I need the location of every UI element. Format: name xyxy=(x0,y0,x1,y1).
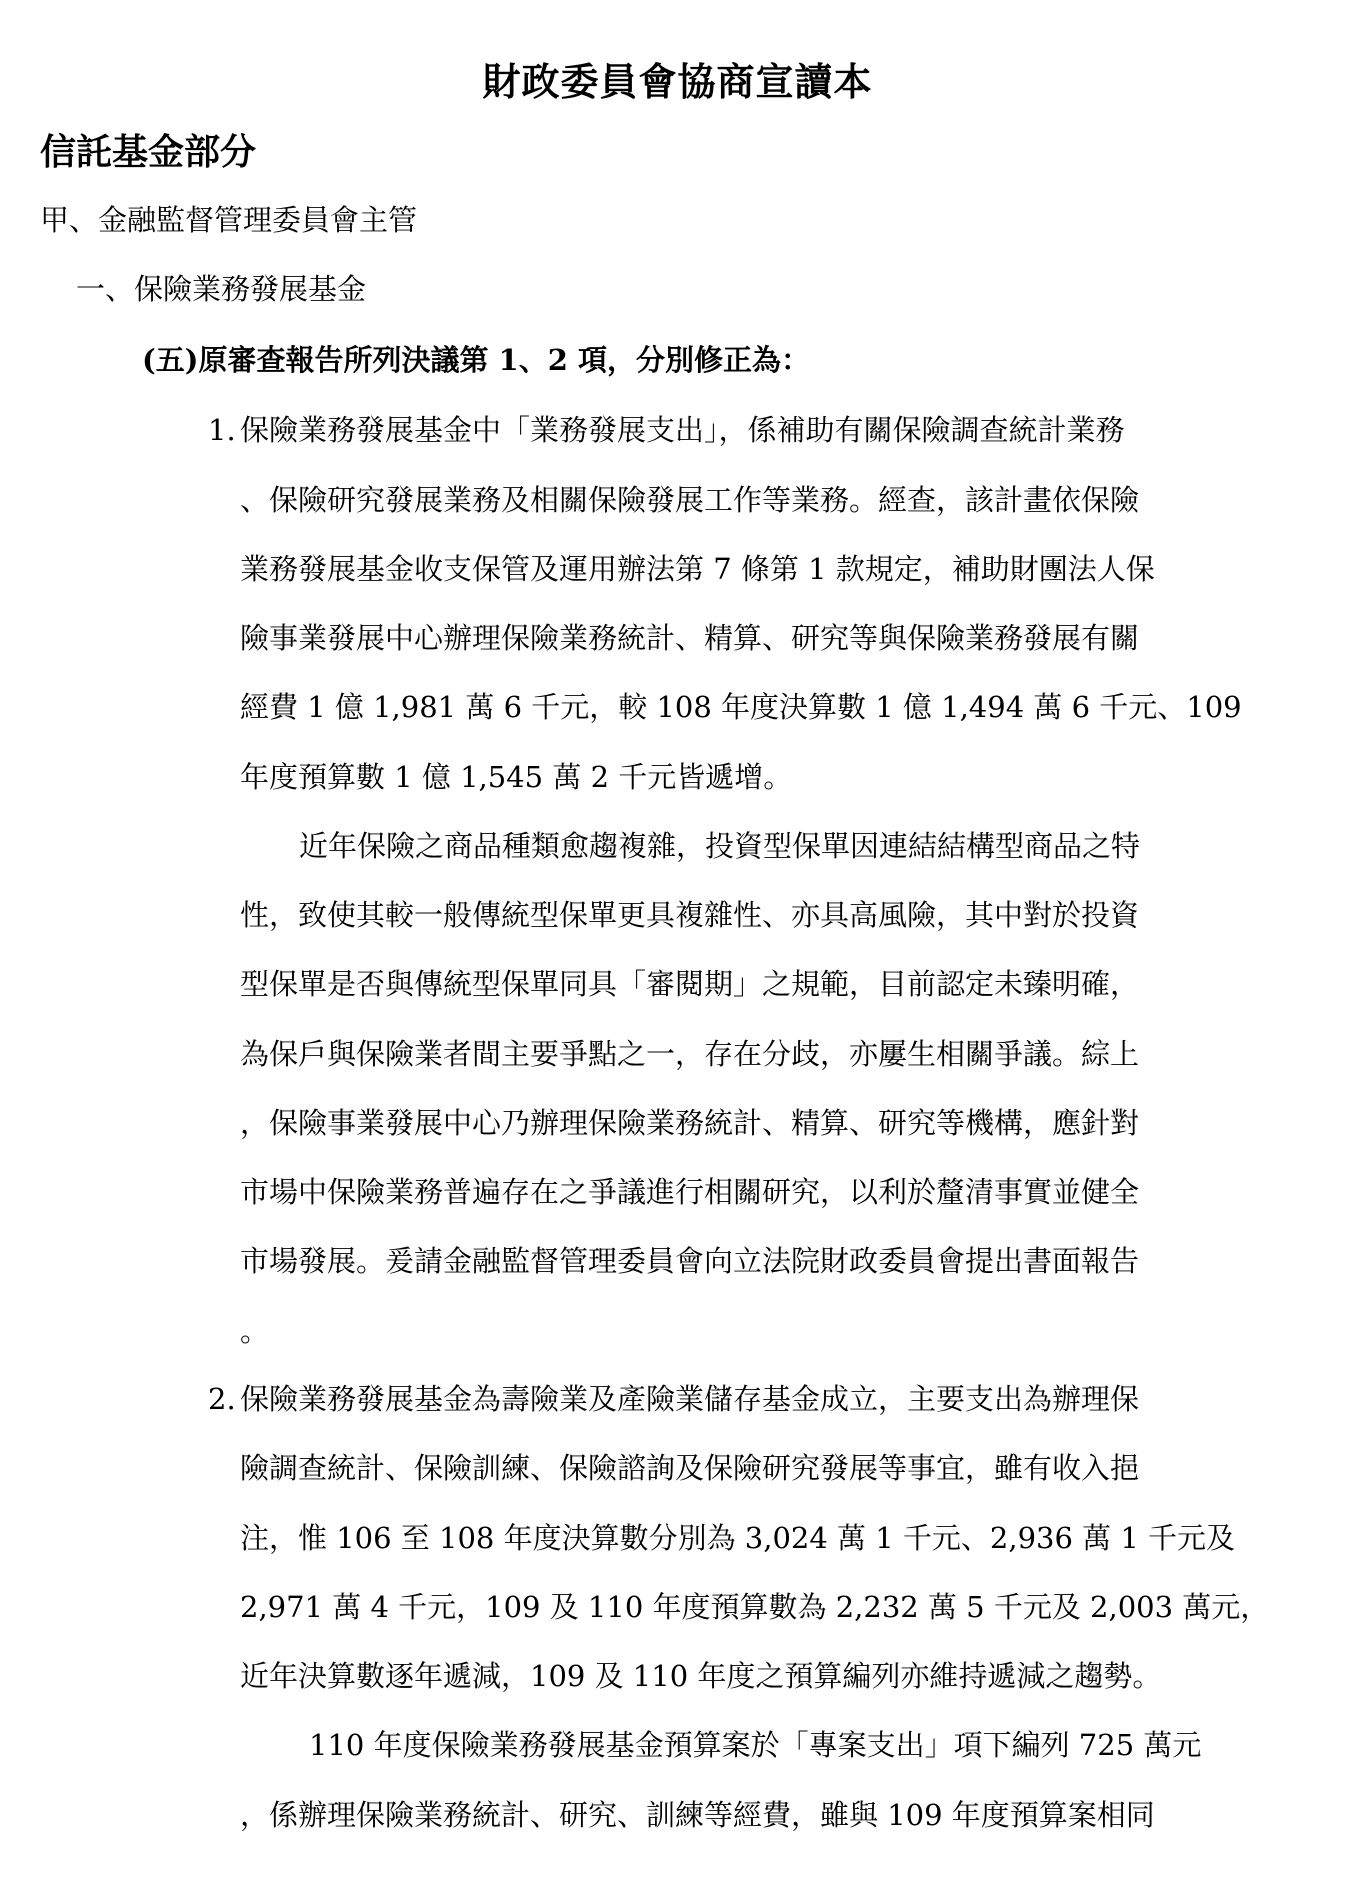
resolution-1-line: 性，致使其較一般傳統型保單更具複雜性、亦具高風險，其中對於投資 xyxy=(240,898,1140,932)
resolution-1-line: 型保單是否與傳統型保單同具「審閱期」之規範，目前認定未臻明確， xyxy=(240,967,1140,1001)
resolution-2-line: 注，惟 106 至 108 年度決算數分別為 3,024 萬 1 千元、2,936 萬 1 千元及 xyxy=(240,1521,1236,1555)
resolution-1-line: ，保險事業發展中心乃辦理保險業務統計、精算、研究等機構，應針對 xyxy=(240,1106,1140,1140)
resolution-1-line: 經費 1 億 1,981 萬 6 千元，較 108 年度決算數 1 億 1,494 萬 6 千元、109 xyxy=(240,690,1242,724)
fund-heading: 一、保險業務發展基金 xyxy=(76,272,367,306)
resolution-1-line: 年度預算數 1 億 1,545 萬 2 千元皆遞增。 xyxy=(240,760,793,794)
resolution-1-line: 保險業務發展基金中「業務發展支出」，係補助有關保險調查統計業務 xyxy=(240,413,1125,447)
resolution-2-line: 保險業務發展基金為壽險業及產險業儲存基金成立，主要支出為辦理保 xyxy=(240,1382,1140,1416)
section-heading: 信託基金部分 xyxy=(40,131,257,173)
resolution-2-line: ，係辦理保險業務統計、研究、訓練等經費，雖與 109 年度預算案相同 xyxy=(240,1798,1155,1832)
agency-heading: 甲、金融監督管理委員會主管 xyxy=(40,203,418,237)
resolution-2-line: 2,971 萬 4 千元，109 及 110 年度預算數為 2,232 萬 5 千元及 2,003 萬元， xyxy=(240,1590,1270,1624)
resolution-2-number: 2. xyxy=(208,1382,236,1416)
resolution-1-number: 1. xyxy=(208,413,236,447)
resolution-2-line: 110 年度保險業務發展基金預算案於「專案支出」項下編列 725 萬元 xyxy=(280,1728,1202,1762)
resolution-2-line: 險調查統計、保險訓練、保險諮詢及保險研究發展等事宜，雖有收入挹 xyxy=(240,1451,1140,1485)
resolution-1-line: 市場中保險業務普遍存在之爭議進行相關研究，以利於釐清事實並健全 xyxy=(240,1175,1140,1209)
resolution-1-line: 近年保險之商品種類愈趨複雜，投資型保單因連結結構型商品之特 xyxy=(270,829,1141,863)
document-title: 財政委員會協商宣讀本 xyxy=(482,59,873,104)
item-heading: (五)原審查報告所列決議第 1、2 項，分別修正為： xyxy=(142,343,810,377)
resolution-1-line: 業務發展基金收支保管及運用辦法第 7 條第 1 款規定，補助財團法人保 xyxy=(240,552,1155,586)
resolution-1-line: 市場發展。爰請金融監督管理委員會向立法院財政委員會提出書面報告 xyxy=(240,1244,1140,1278)
resolution-2-line: 近年決算數逐年遞減，109 及 110 年度之預算編列亦維持遞減之趨勢。 xyxy=(240,1659,1162,1693)
resolution-1-line: 。 xyxy=(240,1314,270,1348)
resolution-1-line: 險事業發展中心辦理保險業務統計、精算、研究等與保險業務發展有關 xyxy=(240,621,1140,655)
resolution-1-line: 為保戶與保險業者間主要爭點之一，存在分歧，亦屢生相關爭議。綜上 xyxy=(240,1037,1140,1071)
resolution-1-line: 、保險研究發展業務及相關保險發展工作等業務。經查，該計畫依保險 xyxy=(240,483,1140,517)
